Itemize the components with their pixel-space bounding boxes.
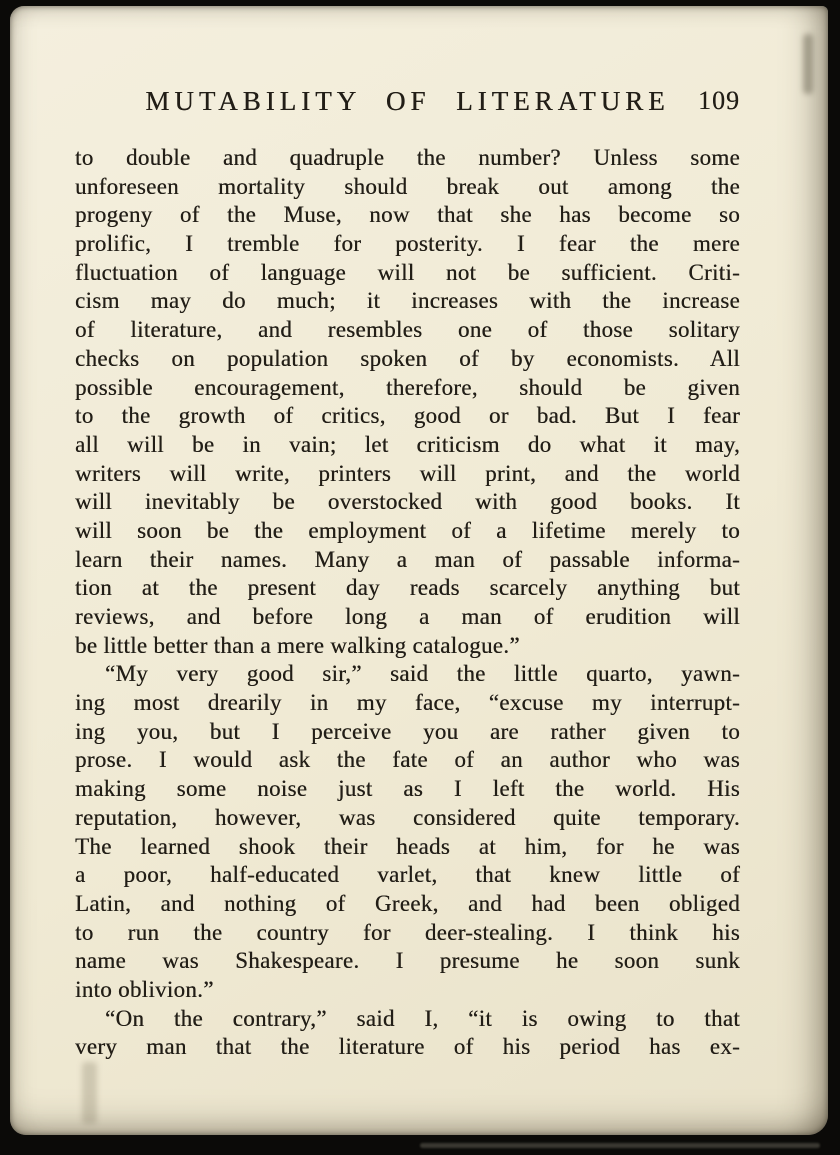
text-line: reputation, however, was considered quite temporary. [75, 804, 740, 830]
scan-artifact-bleed-mark [803, 34, 813, 94]
text-line: “On the contrary,” said I, “it is owing to that [105, 1005, 740, 1031]
text-line: very man that the literature of his period has ex- [75, 1034, 740, 1060]
book-page [10, 6, 828, 1135]
text-line: ing you, but I perceive you are rather given to [75, 718, 740, 744]
text-line: prolific, I tremble for posterity. I fear the mere [75, 231, 740, 257]
text-line: unforeseen mortality should break out among the [75, 173, 740, 199]
text-line: cism may do much; it increases with the increase [75, 288, 740, 314]
text-line: of literature, and resembles one of those solitary [75, 317, 740, 343]
text-line: “My very good sir,” said the little quarto, yawn- [105, 661, 740, 687]
text-line: fluctuation of language will not be sufficient. Criti- [75, 259, 740, 285]
text-line: to the growth of critics, good or bad. But I fear [75, 403, 740, 429]
page-body [75, 144, 740, 1062]
text-line: learn their names. Many a man of passable informa- [75, 546, 740, 572]
page-header [75, 84, 740, 118]
text-line: all will be in vain; let criticism do what it may, [75, 431, 740, 457]
text-line: tion at the present day reads scarcely anything but [75, 575, 740, 601]
text-line: checks on population spoken of by economists. All [75, 345, 740, 371]
text-line: Latin, and nothing of Greek, and had been obliged [75, 890, 740, 916]
text-line: be little better than a mere walking catalogue.” [75, 632, 520, 658]
text-line: a poor, half-educated varlet, that knew little of [75, 862, 740, 888]
text-line: to double and quadruple the number? Unless some [75, 145, 740, 170]
paragraph [75, 660, 740, 1004]
text-line: into oblivion.” [75, 976, 214, 1002]
text-line: to run the country for deer-stealing. I think his [75, 919, 740, 945]
text-line: The learned shook their heads at him, for he was [75, 833, 740, 859]
running-head-title: MUTABILITY OF LITERATURE [145, 86, 670, 116]
text-line: reviews, and before long a man of erudition will [75, 604, 740, 629]
text-line: will soon be the employment of a lifetime merely to [75, 517, 740, 543]
scan-artifact-edge-strip [420, 1143, 820, 1148]
text-column [75, 84, 740, 1062]
page-number: 109 [698, 86, 740, 115]
paragraph [75, 144, 740, 660]
scan-artifact-smudge [82, 1062, 97, 1124]
text-line: making some noise just as I left the world. His [75, 776, 740, 802]
text-line: possible encouragement, therefore, should be given [75, 374, 740, 400]
text-line: ing most drearily in my face, “excuse my interrupt- [75, 690, 740, 716]
text-line: writers will write, printers will print, and the world [75, 460, 740, 486]
text-line: progeny of the Muse, now that she has become so [75, 202, 740, 228]
text-line: prose. I would ask the fate of an author who was [75, 747, 740, 773]
paragraph [75, 1005, 740, 1062]
text-line: name was Shakespeare. I presume he soon sunk [75, 948, 740, 974]
text-line: will inevitably be overstocked with good books. It [75, 489, 740, 515]
